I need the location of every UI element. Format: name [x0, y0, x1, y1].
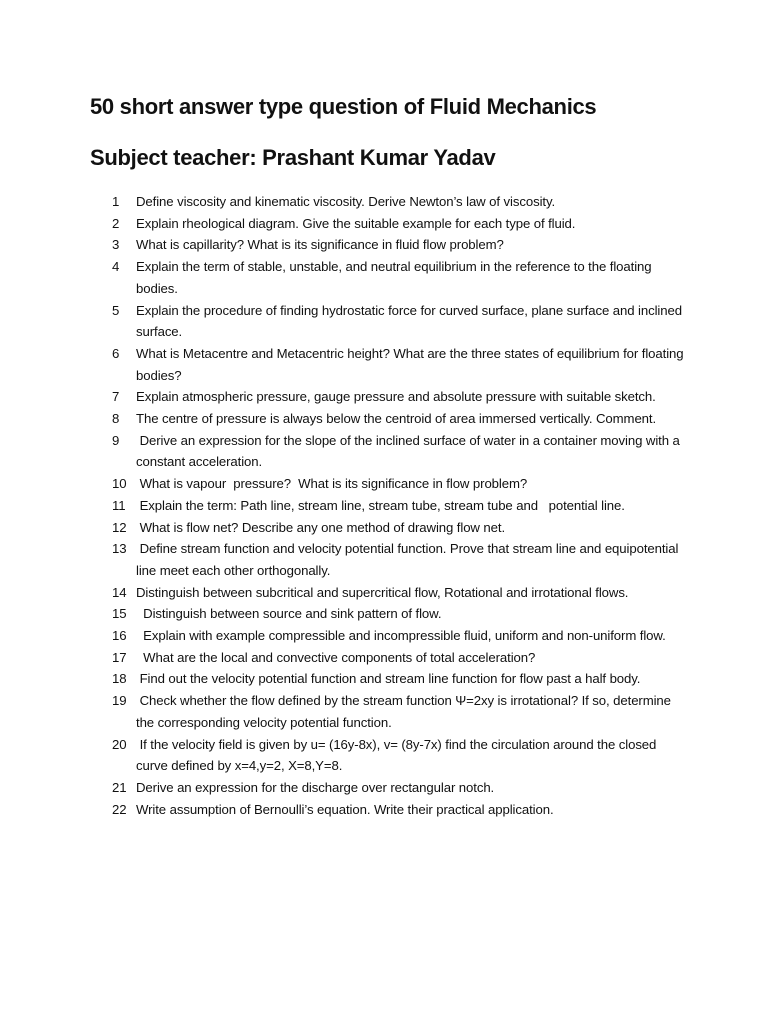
- question-text: Derive an expression for the slope of the inclined surface of water in a container moving with a constant acceleration.: [136, 432, 684, 470]
- question-item: [0, 408, 768, 430]
- question-number: 17: [112, 649, 127, 665]
- question-item: [0, 386, 768, 408]
- question-number: 8: [112, 411, 120, 427]
- question-list: [0, 191, 768, 820]
- question-text: What are the local and convective components of total acceleration?: [136, 649, 536, 665]
- question-text: Explain rheological diagram. Give the suitable example for each type of fluid.: [136, 215, 576, 231]
- question-item: [0, 603, 768, 625]
- question-item: [0, 582, 768, 604]
- question-number: 2: [112, 215, 120, 231]
- question-number: 9: [112, 432, 120, 448]
- question-number: 6: [112, 345, 120, 361]
- question-text: Distinguish between source and sink pattern of flow.: [136, 606, 442, 622]
- question-item: [0, 430, 768, 473]
- question-text: Explain the term of stable, unstable, and neutral equilibrium in the reference to the floating bodies.: [136, 259, 656, 296]
- question-text: Derive an expression for the discharge over rectangular notch.: [136, 779, 495, 795]
- document-subtitle: Subject teacher: Prashant Kumar Yadav: [90, 145, 496, 170]
- question-number: 5: [112, 302, 120, 318]
- question-text: What is vapour pressure? What is its significance in flow problem?: [136, 476, 528, 492]
- question-item: [0, 538, 768, 581]
- question-number: 14: [112, 584, 127, 600]
- question-number: 13: [112, 541, 127, 557]
- question-item: [0, 495, 768, 517]
- question-number: 18: [112, 671, 127, 687]
- question-item: [0, 777, 768, 799]
- question-item: [0, 668, 768, 690]
- question-text: What is capillarity? What is its significance in fluid flow problem?: [136, 237, 504, 253]
- question-number: 16: [112, 628, 127, 644]
- question-number: 3: [112, 237, 120, 253]
- question-number: 15: [112, 606, 127, 622]
- question-item: [0, 625, 768, 647]
- question-text: The centre of pressure is always below the centroid of area immersed vertically. Comment.: [136, 411, 657, 427]
- question-text: Define stream function and velocity potential function. Prove that stream line and equipotential line meet each other orthogonally.: [136, 541, 682, 578]
- question-text: Explain with example compressible and incompressible fluid, uniform and non-uniform flow.: [136, 628, 666, 644]
- document-title: 50 short answer type question of Fluid Mechanics: [90, 94, 597, 119]
- question-item: [0, 473, 768, 495]
- question-text: Write assumption of Bernoulli’s equation. Write their practical application.: [136, 801, 554, 817]
- question-number: 12: [112, 519, 127, 535]
- question-text: Distinguish between subcritical and supercritical flow, Rotational and irrotational flows.: [136, 584, 629, 600]
- question-text: Explain the term: Path line, stream line, stream tube, stream tube and potential line.: [136, 497, 625, 513]
- question-item: [0, 300, 768, 343]
- question-number: 11: [112, 497, 126, 513]
- question-item: [0, 234, 768, 256]
- question-number: 19: [112, 693, 127, 709]
- question-text: Find out the velocity potential function and stream line function for flow past a half body.: [136, 671, 641, 687]
- question-item: [0, 343, 768, 386]
- question-number: 20: [112, 736, 127, 752]
- question-text: What is Metacentre and Metacentric height? What are the three states of equilibrium for floating bodies?: [136, 345, 688, 383]
- question-item: [0, 799, 768, 821]
- question-number: 10: [112, 476, 127, 492]
- question-item: [0, 191, 768, 213]
- question-number: 21: [112, 779, 127, 795]
- question-number: 4: [112, 259, 120, 275]
- question-item: [0, 734, 768, 777]
- question-text: Define viscosity and kinematic viscosity. Derive Newton’s law of viscosity.: [136, 194, 556, 209]
- question-item: [0, 647, 768, 669]
- question-text: If the velocity field is given by u= (16y-8x), v= (8y-7x) find the circulation around the closed curve defined by x=4,y=2, X=8,Y=8.: [136, 736, 660, 774]
- question-text: Explain the procedure of finding hydrostatic force for curved surface, plane surface and inclined surface.: [136, 302, 686, 340]
- question-text: Explain atmospheric pressure, gauge pressure and absolute pressure with suitable sketch.: [136, 389, 656, 405]
- question-item: [0, 256, 768, 299]
- question-item: [0, 690, 768, 733]
- question-number: 7: [112, 389, 120, 405]
- question-item: [0, 517, 768, 539]
- question-text: What is flow net? Describe any one method of drawing flow net.: [136, 519, 506, 535]
- question-number: 1: [112, 194, 120, 209]
- question-number: 22: [112, 801, 127, 817]
- question-item: [0, 213, 768, 235]
- question-text: Check whether the flow defined by the stream function Ψ=2xy is irrotational? If so, determine the corresponding velocity potential function.: [136, 693, 675, 730]
